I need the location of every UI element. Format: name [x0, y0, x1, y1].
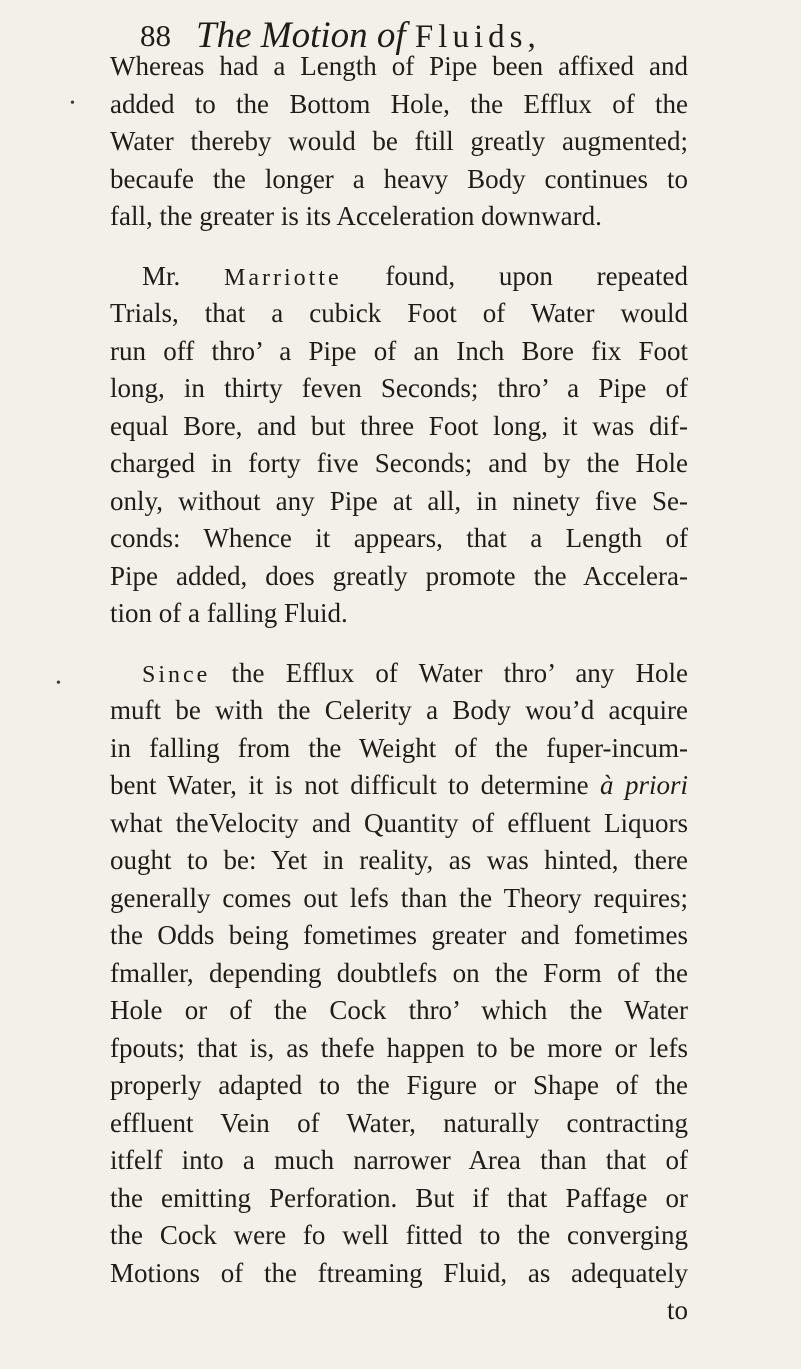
catchword: to: [666, 1295, 688, 1325]
text-line: generally comes out lefs than the Theory requires;: [110, 882, 688, 913]
text-line: Water thereby would be ftill greatly augmented;: [110, 126, 688, 156]
paragraph-lead-caps: Marriotte: [224, 264, 342, 291]
text-line: itfelf into a much narrower Area than that of: [110, 1145, 688, 1175]
text-line: added to the Bottom Hole, the Efflux of the: [110, 88, 688, 119]
text-line: Since the Efflux of Water thro’ any Hole: [142, 657, 688, 688]
text-line: fmaller, depending doubtlefs on the Form of the: [110, 957, 688, 988]
text-line: Trials, that a cubick Foot of Water would: [110, 298, 688, 328]
running-title-italic: The Motion of: [196, 15, 406, 56]
page-number: 88: [140, 18, 171, 53]
running-title-caps: Fluids,: [414, 19, 541, 55]
paragraph-lead: Mr.: [142, 260, 181, 291]
paragraph-3: [110, 655, 688, 1330]
text-line: equal Bore, and but three Foot long, it was dif-: [110, 410, 688, 441]
text-line: only, without any Pipe at all, in ninety five Se-: [110, 485, 688, 516]
text-line: Whereas had a Length of Pipe been affixed and: [110, 51, 688, 81]
text-line: long, in thirty feven Seconds; thro’ a Pipe of: [110, 373, 688, 403]
text-line: fall, the greater is its Acceleration downward.: [110, 201, 602, 231]
text-line: muft be with the Celerity a Body wou’d acquire: [110, 695, 688, 725]
body-text: [110, 48, 688, 1330]
text-line: conds: Whence it appears, that a Length of: [110, 523, 688, 553]
text-line: charged in forty five Seconds; and by the Hole: [110, 448, 688, 478]
margin-dot: •: [56, 676, 61, 691]
paragraph-lead-caps: Since: [142, 661, 211, 688]
text-line: tion of a falling Fluid.: [110, 598, 348, 628]
text-line: Pipe added, does greatly promote the Accelera-: [110, 560, 688, 591]
text-line: becaufe the longer a heavy Body continues to: [110, 163, 688, 194]
text-line: Hole or of the Cock thro’ which the Water: [110, 995, 688, 1025]
text-line: the emitting Perforation. But if that Paffage or: [110, 1182, 688, 1213]
text-line: ought to be: Yet in reality, as was hinted, there: [110, 845, 688, 875]
paragraph-2: [110, 258, 688, 633]
text-line: fpouts; that is, as thefe happen to be more or lefs: [110, 1032, 688, 1063]
text-line: in falling from the Weight of the fuper-incum-: [110, 732, 688, 763]
latin-phrase: à priori: [600, 770, 688, 800]
text-line: Motions of the ftreaming Fluid, as adequately: [110, 1257, 688, 1288]
text-line: the Cock were fo well fitted to the converging: [110, 1220, 688, 1250]
text-line: Mr. Marriotte found, upon repeated: [142, 260, 689, 291]
text-line: what theVelocity and Quantity of effluent Liquors: [110, 807, 688, 838]
text-line: bent Water, it is not difficult to determine à priori: [110, 770, 688, 800]
text-line: effluent Vein of Water, naturally contracting: [110, 1107, 688, 1138]
text-line: properly adapted to the Figure or Shape of the: [110, 1070, 688, 1100]
paragraph-1: [110, 48, 688, 236]
text-line: the Odds being fometimes greater and fometimes: [110, 920, 688, 950]
margin-dot: •: [70, 96, 75, 111]
text-line: run off thro’ a Pipe of an Inch Bore fix Foot: [110, 335, 688, 366]
